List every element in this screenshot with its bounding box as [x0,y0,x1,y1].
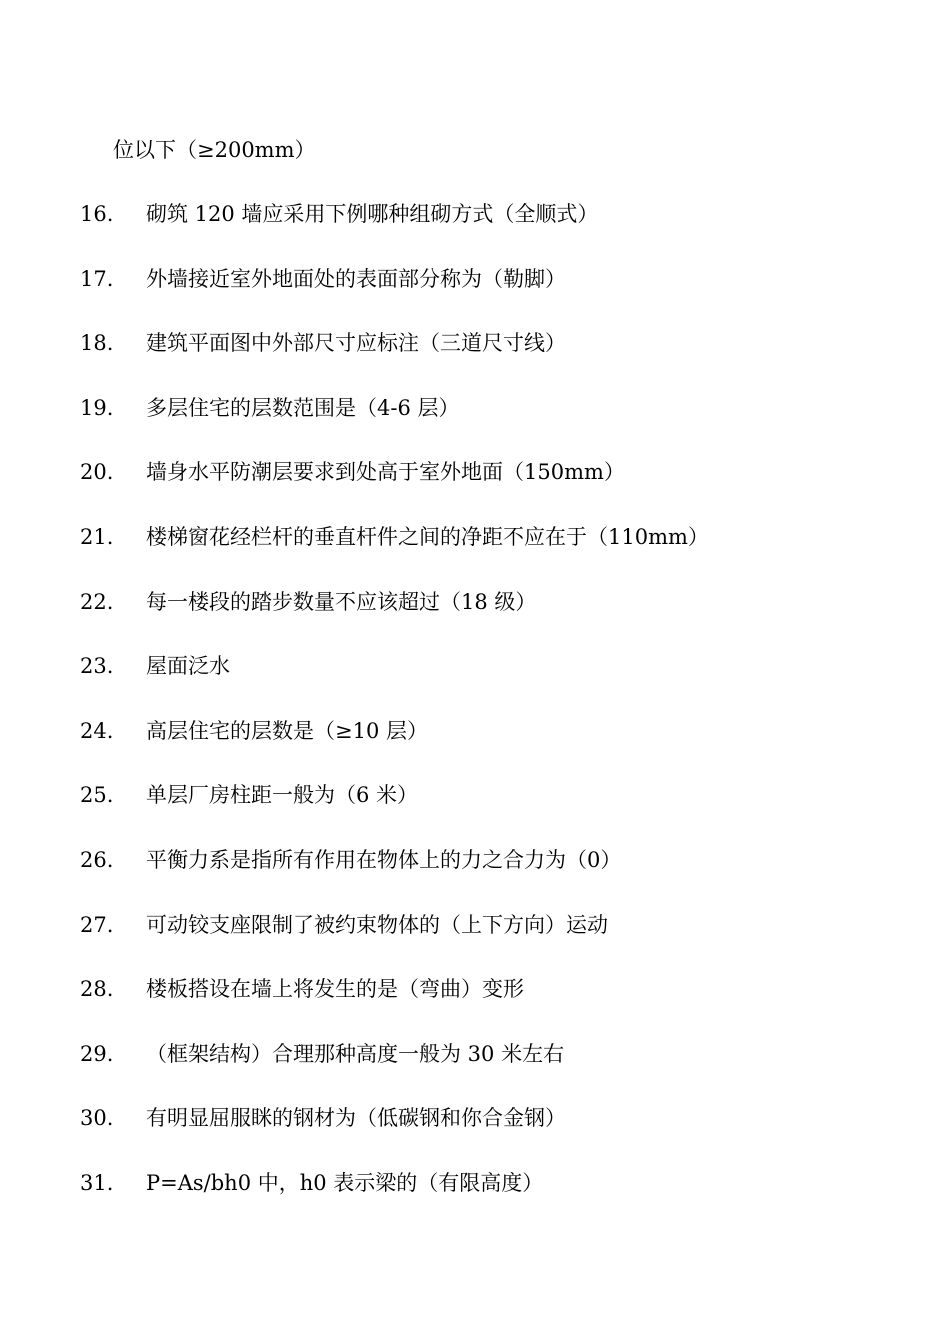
item-number: 21. [80,524,114,549]
item-number: 16. [80,202,114,226]
item-text: 单层厂房柱距一般为（6 米） [146,783,419,808]
item-text: 可动铰支座限制了被约束物体的（上下方向）运动 [146,912,608,937]
item-text: 砌筑 120 墙应采用下例哪种组砌方式（全顺式） [146,202,599,226]
item-text: 高层住宅的层数是（≥10 层） [146,718,428,743]
item-number: 25. [80,783,114,808]
item-number: 29. [80,1041,114,1066]
list-item [0,392,950,457]
item-number: 23. [80,654,114,679]
list-item [0,198,950,263]
item-text: 多层住宅的层数范围是（4-6 层） [146,395,460,420]
item-text: 外墙接近室外地面处的表面部分称为（勒脚） [146,266,566,291]
item-text: 平衡力系是指所有作用在物体上的力之合力为（0） [146,847,622,872]
continuation-line: 位以下（≥200mm） [113,138,316,162]
item-text: P=As/bh0 中，h0 表示梁的（有限高度） [146,1170,544,1195]
list-item [0,263,950,328]
item-number: 22. [80,589,114,614]
list-item [0,327,950,392]
item-text: （框架结构）合理那种高度一般为 30 米左右 [146,1041,565,1066]
item-text: 每一楼段的踏步数量不应该超过（18 级） [146,589,537,614]
list-item [0,1167,950,1232]
list-item [0,1102,950,1167]
list-item [0,521,950,586]
list-item [0,650,950,715]
item-number: 17. [80,266,114,291]
list-item [0,973,950,1038]
item-text: 墙身水平防潮层要求到处高于室外地面（150mm） [146,460,625,485]
item-number: 27. [80,912,114,937]
item-text: 楼板搭设在墙上将发生的是（弯曲）变形 [146,977,524,1002]
item-number: 19. [80,395,114,420]
item-number: 18. [80,331,114,356]
item-text: 屋面泛水 [146,654,230,679]
item-number: 26. [80,847,114,872]
item-number: 31. [80,1170,114,1195]
list-item [0,456,950,521]
item-number: 24. [80,718,114,743]
item-number: 20. [80,460,114,485]
list-item [0,844,950,909]
list-item [0,779,950,844]
item-text: 楼梯窗花经栏杆的垂直杆件之间的净距不应在于（110mm） [146,524,709,549]
item-number: 28. [80,977,114,1002]
list-item [0,586,950,651]
list-item [0,715,950,780]
list-item [0,909,950,974]
item-text: 建筑平面图中外部尺寸应标注（三道尺寸线） [146,331,566,356]
item-number: 30. [80,1106,114,1131]
item-text: 有明显屈服眯的钢材为（低碳钢和你合金钢） [146,1106,566,1131]
list-item [0,1038,950,1103]
question-list [0,198,950,1232]
